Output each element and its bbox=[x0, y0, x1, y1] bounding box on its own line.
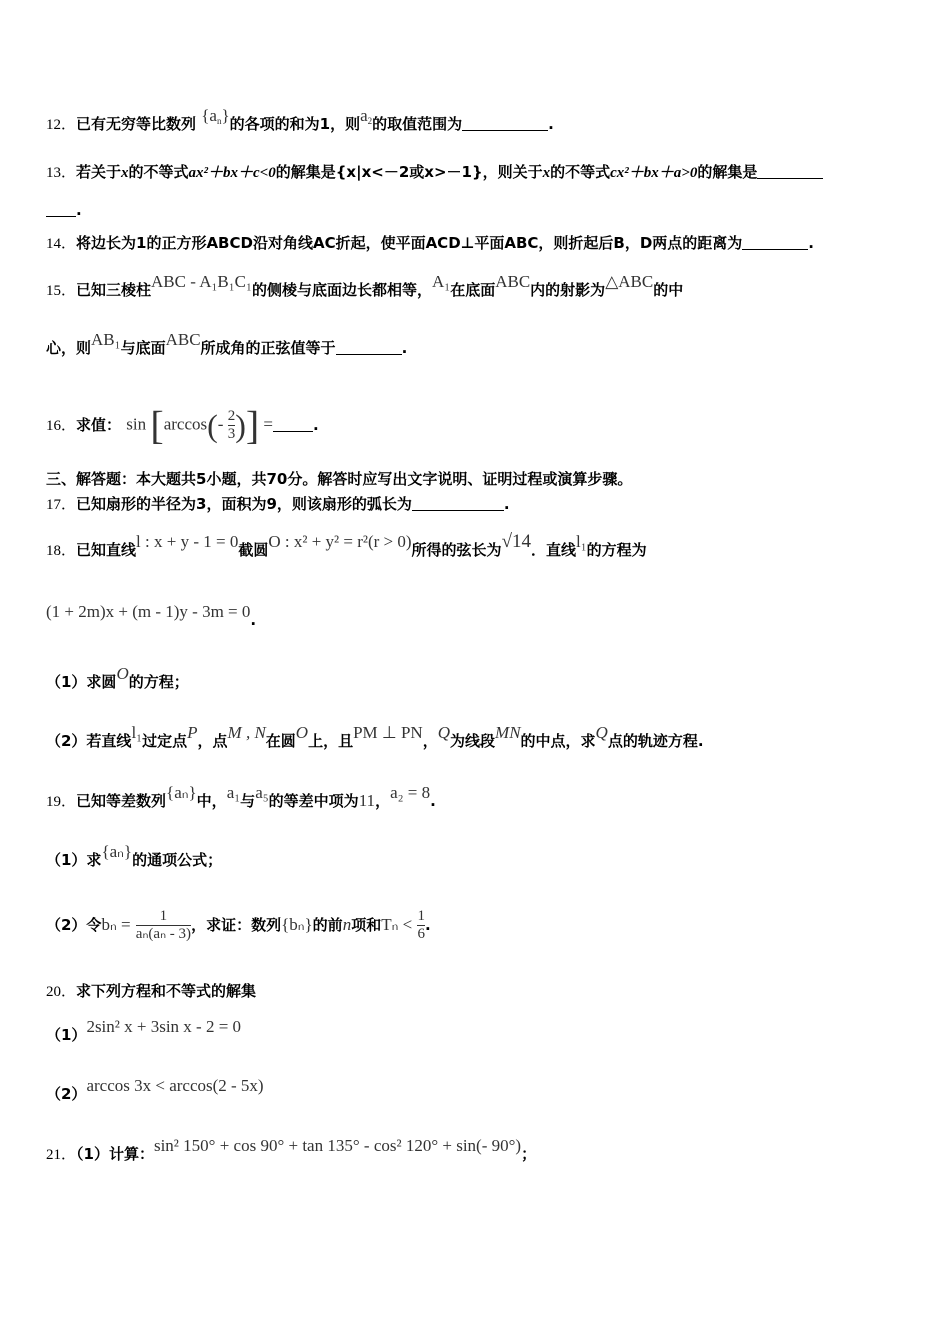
question-15: 15．已知三棱柱ABC - A₁B₁C₁的侧棱与底面边长都相等，A₁在底面ABC内的射影为△ABC的中 bbox=[46, 272, 684, 299]
question-number: 14． bbox=[46, 236, 77, 252]
question-21: 21．（1）计算：sin² 150° + cos 90° + tan 135° - cos² 120° + sin(- 90°)； bbox=[46, 1136, 537, 1163]
section-heading: 三、解答题：本大题共5小题，共70分。解答时应写出文字说明、证明过程或演算步骤。 bbox=[46, 470, 633, 488]
question-number: 18． bbox=[46, 543, 77, 559]
math-equation: (1 + 2m)x + (m - 1)y - 3m = 0 bbox=[46, 602, 251, 621]
answer-blank[interactable] bbox=[742, 235, 808, 250]
question-number: 19． bbox=[46, 794, 77, 810]
question-16: 16．求值： sin [arccos(- $\frac{2}{3}$ )] = . bbox=[46, 402, 319, 448]
question-14: 14．将边长为1的正方形ABCD沿对角线AC折起，使平面ACD⊥平面ABC，则折起后B，D两点的距离为 . bbox=[46, 234, 814, 252]
question-number: 13． bbox=[46, 165, 77, 181]
question-number: 12． bbox=[46, 117, 77, 133]
fraction: $\frac{2}{3}$ bbox=[227, 408, 236, 442]
answer-blank[interactable] bbox=[462, 116, 548, 131]
question-19: 19．已知等差数列{aₙ}中，a₁与a₅的等差中项为11，a₂ = 8. bbox=[46, 783, 436, 810]
question-13-continued: . bbox=[46, 200, 82, 220]
question-20-part-1: （1）2sin² x + 3sin x - 2 = 0 bbox=[46, 1017, 242, 1044]
question-18: 18．已知直线l : x + y - 1 = 0截圆O : x² + y² = r²(r > 0)所得的弦长为√14．直线l₁的方程为 bbox=[46, 531, 647, 559]
answer-blank[interactable] bbox=[273, 417, 313, 432]
question-20: 20．求下列方程和不等式的解集 bbox=[46, 982, 257, 1000]
question-17: 17．已知扇形的半径为3，面积为9，则该扇形的弧长为 . bbox=[46, 495, 510, 513]
math-prism: ABC - A₁B₁C₁ bbox=[151, 272, 252, 291]
answer-blank[interactable] bbox=[412, 496, 504, 511]
math-sequence: $\{a_n\}$ bbox=[201, 106, 230, 126]
math-a2: $a_2$ bbox=[360, 106, 373, 126]
question-20-part-2: （2）arccos 3x < arccos(2 - 5x) bbox=[46, 1076, 264, 1103]
question-number: 20． bbox=[46, 984, 77, 1000]
math-expression: sin [arccos(- $\frac{2}{3}$ )] = bbox=[126, 402, 274, 448]
question-19-part-2: （2）令bₙ = $\frac{1}{\text{aₙ(aₙ - 3)}}$ ，求证：数列{bₙ}的前n项和Tₙ < $\frac{1}{6}$ . bbox=[46, 908, 431, 942]
fraction: $\frac{1}{6}$ bbox=[417, 908, 425, 942]
question-18-part-2: （2）若直线l₁过定点P，点M , N在圆O上，且PM ⊥ PN，Q为线段MN的中点，求Q点的轨迹方程. bbox=[46, 723, 704, 750]
question-19-part-1: （1）求{aₙ}的通项公式； bbox=[46, 842, 223, 869]
question-18-part-1: （1）求圆O的方程； bbox=[46, 664, 189, 691]
question-18-equation: (1 + 2m)x + (m - 1)y - 3m = 0. bbox=[46, 602, 257, 629]
question-13: 13．若关于x的不等式ax²＋bx＋c<0的解集是{x|x<－2或x>－1}，则关于x的不等式cx²＋bx＋a>0的解集是 bbox=[46, 162, 823, 183]
question-12: 12．已有无穷等比数列 $\{a_n\}$的各项的和为1，则$a_2$的取值范围为 . bbox=[46, 106, 554, 133]
question-number: 15． bbox=[46, 283, 77, 299]
question-number: 21． bbox=[46, 1147, 77, 1163]
question-15-continued: 心，则AB₁与底面ABC所成角的正弦值等于 . bbox=[46, 330, 408, 357]
answer-blank[interactable] bbox=[757, 164, 823, 179]
question-number: 17． bbox=[46, 497, 77, 513]
answer-blank[interactable] bbox=[336, 340, 402, 355]
answer-blank[interactable] bbox=[46, 202, 76, 217]
question-number: 16． bbox=[46, 418, 77, 434]
fraction: $\frac{1}{\text{aₙ(aₙ - 3)}}$ bbox=[135, 908, 192, 942]
